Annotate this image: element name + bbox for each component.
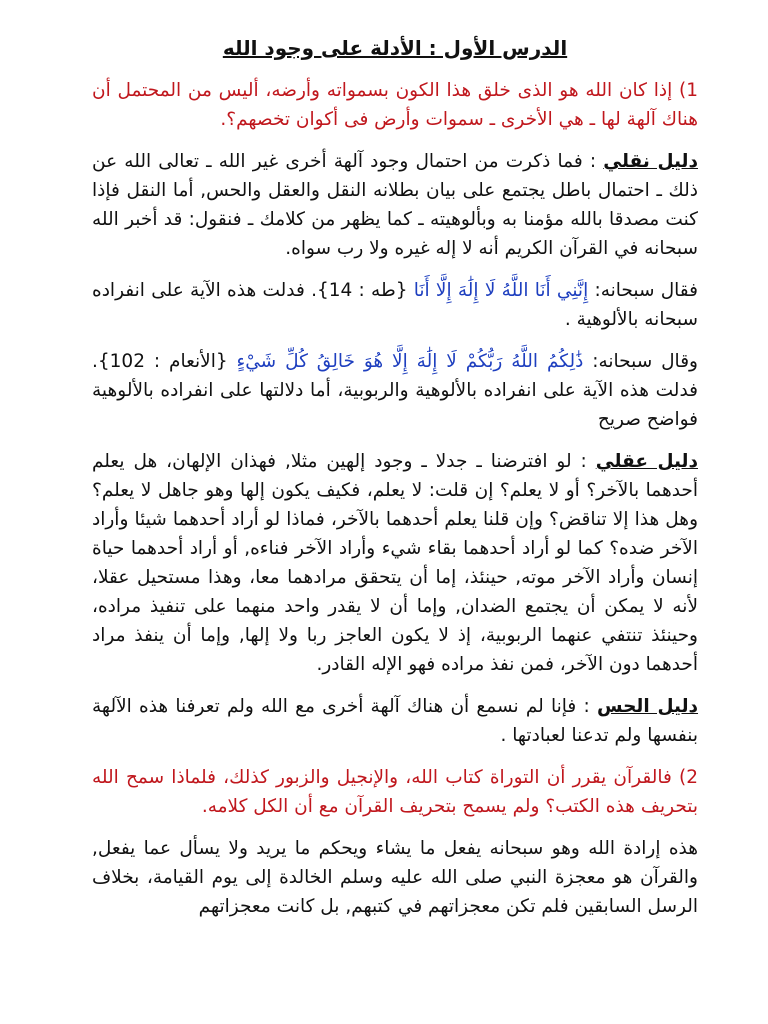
ayah-2-intro: وقال سبحانه: <box>583 351 698 372</box>
hiss-label: دليل الحس <box>596 696 699 717</box>
lesson-title: الدرس الأول : الأدلة على وجود الله <box>222 36 568 60</box>
naqli-label: دليل نقلي <box>603 151 698 172</box>
ayah-1-paragraph <box>92 276 698 334</box>
aqli-paragraph <box>92 447 698 679</box>
ayah-2-comment: {الأنعام : 102}. فدلت هذه الآية على انفراده بالألوهية والربوبية، أما دلالتها على انفراده بالألوهية فواضح صريح <box>92 351 698 430</box>
ayah-2-paragraph <box>92 347 698 434</box>
aqli-label: دليل عقلي <box>595 451 698 472</box>
naqli-paragraph <box>92 147 698 263</box>
ayah-1-intro: فقال سبحانه: <box>588 280 698 301</box>
answer-2-paragraph: هذه إرادة الله وهو سبحانه يفعل ما يشاء ويحكم ما يريد ولا يسأل عما يفعل, والقرآن هو معجزة النبي صلى الله عليه وسلم الخالدة إلى يوم القيامة، بخلاف الرسل السابقين فلم تكن معجزاتهم في كتبهم, بل كانت معجزاتهم <box>92 838 698 917</box>
question-1: 1) إذا كان الله هو الذى خلق هذا الكون بسمواته وأرضه، أليس من المحتمل أن هناك آلهة لها ـ هي الأخرى ـ سموات وأرض فى أكوان تخصهم؟. <box>92 80 698 130</box>
ayah-1-comment: {طه : 14}. فدلت هذه الآية على انفراده سبحانه بالألوهية . <box>92 280 698 330</box>
naqli-text: : فما ذكرت من احتمال وجود آلهة أخرى غير الله ـ تعالى الله عن ذلك ـ احتمال باطل يجتمع على بيان بطلانه النقل والعقل والحس, أما النقل فإذا كنت مصدقا بالله مؤمنا به وبألوهيته ـ كما يظهر من كلامك ـ فنقول: قد أخبر الله سبحانه في القرآن الكريم أنه لا إله غيره ولا رب سواه. <box>92 151 698 259</box>
ayah-2-verse: ذَٰلِكُمُ اللَّهُ رَبُّكُمْ لَا إِلَٰهَ إِلَّا هُوَ خَالِقُ كُلِّ شَيْءٍ <box>236 351 584 372</box>
hiss-text: : فإنا لم نسمع أن هناك آلهة أخرى مع الله ولم تعرفنا هذه الآلهة بنفسها ولم تدعنا لعبادتها . <box>92 696 698 746</box>
hiss-paragraph <box>92 692 698 750</box>
question-2: 2) فالقرآن يقرر أن التوراة كتاب الله، والإنجيل والزبور كذلك، فلماذا سمح الله بتحريف هذه الكتب؟ ولم يسمح بتحريف القرآن مع أن الكل كلامه. <box>92 767 698 817</box>
aqli-text: : لو افترضنا ـ جدلا ـ وجود إلهين مثلا, فهذان الإلهان، هل يعلم أحدهما بالآخر؟ أو لا يعلم؟ إن قلت: لا يعلم، فكيف يكون إلها وهو جاهل لا يعلم؟ وهل هذا إلا تناقض؟ وإن قلنا يعلم أحدهما بالآخر، فماذا لو أراد أحدهما شيئا وأراد الآخر ضده؟ كما لو أراد أحدهما بقاء شيء وأراد الآخر فناءه, أو أراد أحدهما حياة إنسان وأراد الآخر موته, حينئذ، إما أن يتحقق مرادهما معا، وهذا مستحيل عقلا، لأنه لا يمكن أن يجتمع الضدان, وإما أن لا يقدر واحد منهما على تنفيذ مراده، وحينئذ تنتفي عنهما الربوبية، إذ لا يكون العاجز ربا ولا إلها, وإما أن ينفذ مراد أحدهما دون الآخر، فمن نفذ مراده فهو الإله القادر. <box>92 451 698 675</box>
ayah-1-verse: إِنَّنِي أَنَا اللَّهُ لَا إِلَٰهَ إِلَّا أَنَا <box>413 280 589 301</box>
